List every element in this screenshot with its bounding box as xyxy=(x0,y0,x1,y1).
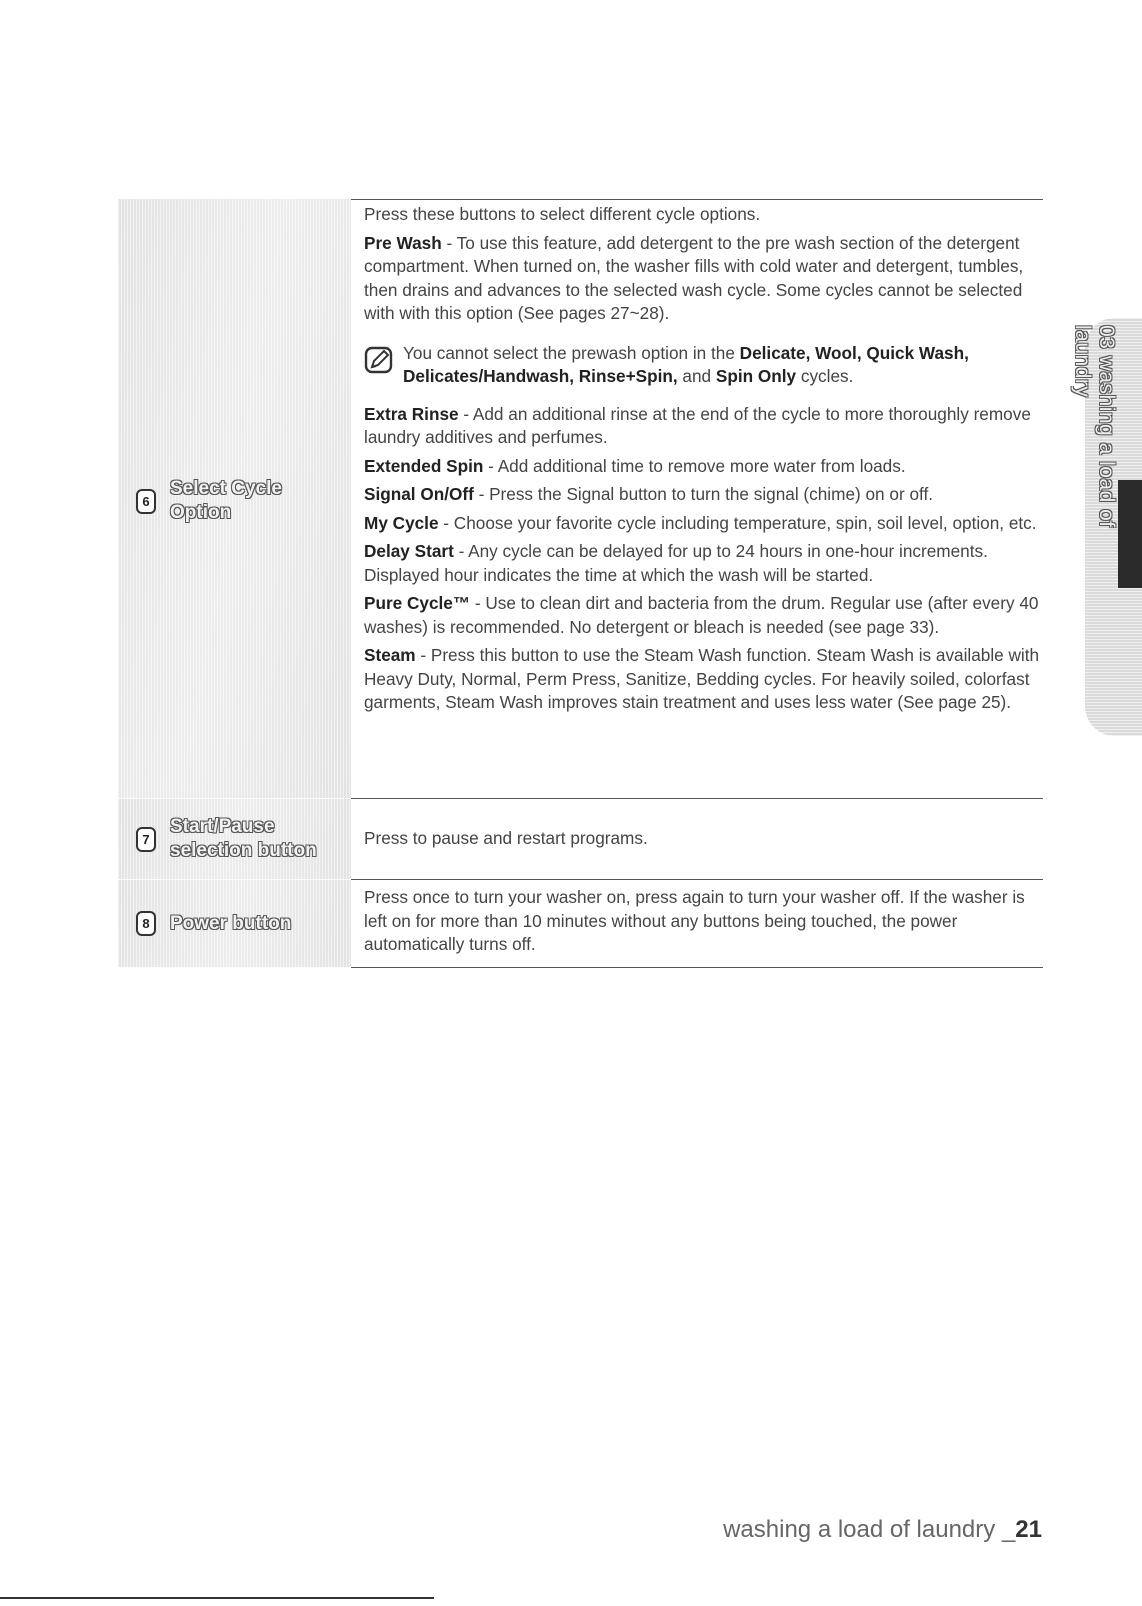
chapter-tab-label: 03 washing a load of laundry xyxy=(1071,325,1118,528)
page-number: 21 xyxy=(1015,1516,1042,1543)
option-text: - To use this feature, add detergent to the pre wash section of the detergent compartment. When turned on, the washer fills with cold water and detergent, tumbles, then drains and advances to the selected wash cycle. Some cycles cannot be selected with with this option (See pages 27~28). xyxy=(364,232,1024,323)
intro-text: Press these buttons to select different cycle options. xyxy=(364,204,761,224)
note-pencil-icon xyxy=(364,345,394,375)
footer-title: washing a load of laundry _ xyxy=(723,1516,1016,1543)
option-my-cycle: My Cycle - Choose your favorite cycle including temperature, spin, soil level, option, etc. xyxy=(364,512,1037,533)
description-select-cycle-option xyxy=(364,203,1044,720)
option-delay-start: Delay Start - Any cycle can be delayed for up to 24 hours in one-hour increments. Displayed hour indicates the time at which the wash will be started. xyxy=(364,541,988,585)
description-power: Press once to turn your washer on, press again to turn your washer off. If the washer is left on for more than 10 minutes without any buttons being touched, the power automatically turns off. xyxy=(364,887,1025,954)
option-term: Pre Wash xyxy=(364,232,442,253)
option-extended-spin: Extended Spin - Add additional time to remove more water from loads. xyxy=(364,455,906,476)
row-divider xyxy=(351,199,1043,200)
option-extra-rinse: Extra Rinse - Add an additional rinse at the end of the cycle to more thoroughly remove laundry additives and perfumes. xyxy=(364,403,1031,447)
chapter-tab-marker xyxy=(1118,480,1142,588)
row-divider xyxy=(351,879,1043,880)
row-label-8 xyxy=(136,911,291,936)
note xyxy=(364,342,1044,389)
option-steam: Steam - Press this button to use the Steam Wash function. Steam Wash is available with Heavy Duty, Normal, Perm Press, Sanitize, Bedding cycles. For heavily soiled, colorfast garments, Steam Wash improves stain treatment and uses less water (See page 25). xyxy=(364,645,1040,712)
option-pure-cycle: Pure Cycle™ - Use to clean dirt and bacteria from the drum. Regular use (after every 40 washes) is recommended. No detergent or bleach is needed (see page 33). xyxy=(364,593,1039,637)
row-divider-bottom xyxy=(351,967,1043,968)
row-label-text: Select Cycle Option xyxy=(170,478,282,523)
page-footer xyxy=(723,1516,1042,1544)
number-badge: 8 xyxy=(136,911,156,936)
row-label-text: Power button xyxy=(170,912,292,934)
note-text: You cannot select the prewash option in the Delicate, Wool, Quick Wash, Delicates/Handwash, Rinse+Spin, and Spin Only cycles. xyxy=(403,342,969,386)
row-label-text: Start/Pause selection button xyxy=(170,816,317,861)
row-divider xyxy=(351,798,1043,799)
row-label-7 xyxy=(136,815,317,863)
option-pre-wash xyxy=(364,232,1044,326)
description-start-pause: Press to pause and restart programs. xyxy=(364,828,648,848)
number-badge: 7 xyxy=(136,827,156,852)
number-badge: 6 xyxy=(136,489,156,514)
row-label-6 xyxy=(136,477,282,525)
option-signal: Signal On/Off - Press the Signal button to turn the signal (chime) on or off. xyxy=(364,484,934,504)
bottom-rule xyxy=(0,1597,434,1599)
